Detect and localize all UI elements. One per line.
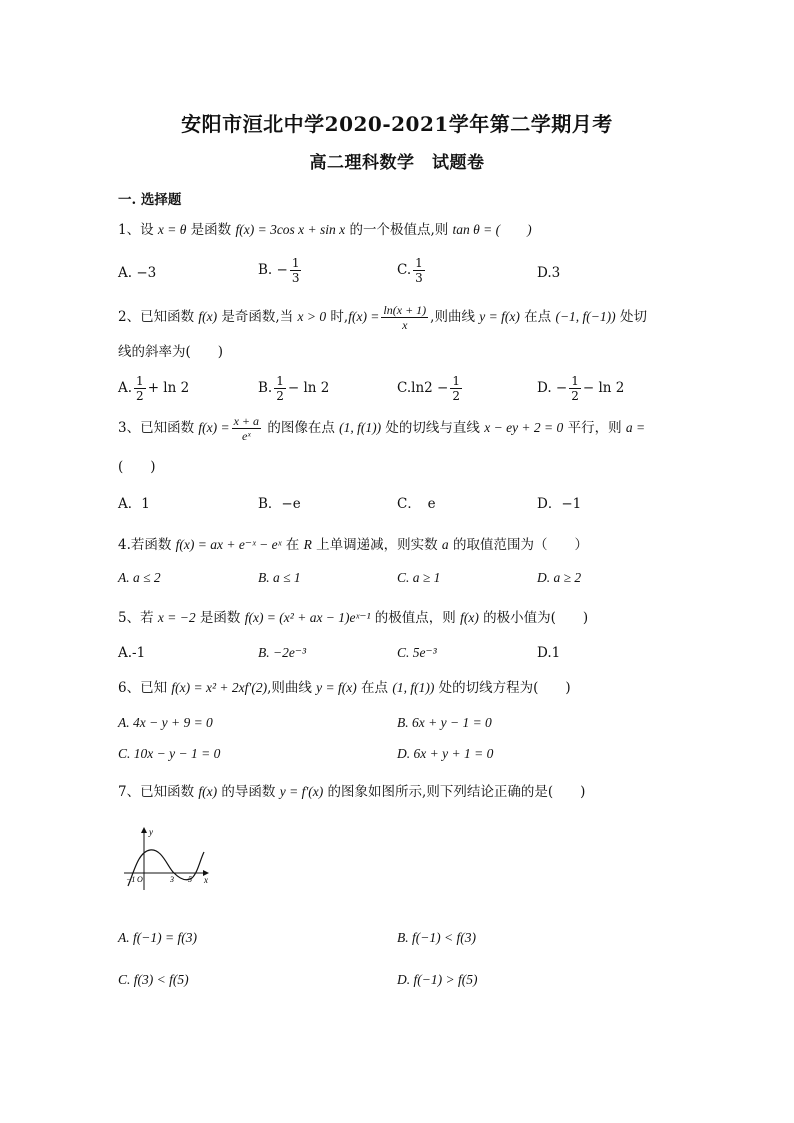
- question-7-option-c[interactable]: C. f(3) < f(5): [118, 972, 189, 987]
- question-5-option-a[interactable]: A.-1: [118, 645, 146, 661]
- question-1-stem: 1、设 x = θ 是函数 f(x) = 3cos x + sin x 的一个极值点,则 tan θ = ( ): [118, 222, 532, 238]
- question-3-option-d[interactable]: D．−1: [537, 496, 582, 512]
- graph-label-5: 5: [188, 875, 192, 884]
- question-4-option-b[interactable]: B. a ≤ 1: [258, 570, 301, 585]
- question-5-option-d[interactable]: D.1: [537, 645, 561, 661]
- question-3-option-b[interactable]: B．−e: [258, 496, 301, 512]
- question-7-option-d[interactable]: D. f(−1) > f(5): [397, 972, 478, 987]
- question-3-stem-line2: ( ): [118, 459, 156, 475]
- section-heading-choice: 一. 选择题: [118, 192, 182, 208]
- question-1-option-c[interactable]: C. $\frac{1}{3}$: [397, 256, 423, 285]
- question-1-option-a[interactable]: A. −3: [118, 265, 157, 281]
- question-5-stem: 5、若 x = −2 是函数 f(x) = (x² + ax − 1)eˣ⁻¹ 的极值点，则 f(x) 的极小值为( ): [118, 610, 589, 626]
- question-5-option-b[interactable]: B. −2e⁻³: [258, 645, 307, 660]
- question-7-stem: 7、已知函数 f(x) 的导函数 y = f′(x) 的图象如图所示,则下列结论正确的是( ): [118, 784, 586, 800]
- question-4-option-c[interactable]: C. a ≥ 1: [397, 570, 441, 585]
- question-1-option-d[interactable]: D.3: [537, 265, 561, 281]
- question-7-option-b[interactable]: B. f(−1) < f(3): [397, 930, 476, 945]
- question-4-option-a[interactable]: A. a ≤ 2: [118, 570, 161, 585]
- graph-label-3: 3: [170, 875, 174, 884]
- question-2-option-b[interactable]: B. $\frac{1}{2}$ − ln 2: [258, 374, 330, 403]
- question-2-option-a[interactable]: A. $\frac{1}{2}$ + ln 2: [118, 374, 190, 403]
- graph-label-origin: O: [137, 875, 143, 884]
- question-3-option-c[interactable]: C． e: [397, 496, 436, 512]
- graph-x-label: x: [204, 875, 208, 885]
- question-1-option-b[interactable]: B. − $\frac{1}{3}$: [258, 256, 300, 285]
- graph-y-label: y: [149, 827, 153, 837]
- question-2-option-c[interactable]: C.ln2 − $\frac{1}{2}$: [397, 374, 460, 403]
- page-subtitle: 高二理科数学 试题卷: [309, 153, 485, 173]
- question-6-option-d[interactable]: D. 6x + y + 1 = 0: [397, 746, 494, 761]
- question-4-stem: 4.若函数 f(x) = ax + e⁻ˣ − eˣ 在 R 上单调递减，则实数 a 的取值范围为（ ）: [118, 537, 588, 553]
- question-6-option-c[interactable]: C. 10x − y − 1 = 0: [118, 746, 221, 761]
- question-6-stem: 6、已知 f(x) = x² + 2xf′(2),则曲线 y = f(x) 在点 (1, f(1)) 处的切线方程为( ): [118, 680, 571, 696]
- question-6-option-a[interactable]: A. 4x − y + 9 = 0: [118, 715, 213, 730]
- graph-label-neg1: −1: [126, 875, 136, 884]
- question-2-option-d[interactable]: D. − $\frac{1}{2}$ − ln 2: [537, 374, 625, 403]
- question-5-option-c[interactable]: C. 5e⁻³: [397, 645, 437, 660]
- question-6-option-b[interactable]: B. 6x + y − 1 = 0: [397, 715, 492, 730]
- question-3-stem: 3、已知函数 f(x) = $\frac{x + a}{\text{eˣ}}$ 的图像在点 (1, f(1)) 处的切线与直线 x − ey + 2 = 0 平行，则 a =: [118, 414, 646, 443]
- question-4-option-d[interactable]: D. a ≥ 2: [537, 570, 582, 585]
- question-2-stem-line2: 线的斜率为( ): [118, 344, 224, 360]
- derivative-graph: [118, 822, 218, 894]
- page-title: 安阳市洹北中学2020-2021学年第二学期月考: [181, 112, 613, 136]
- question-7-option-a[interactable]: A. f(−1) = f(3): [118, 930, 197, 945]
- question-3-option-a[interactable]: A．1: [118, 496, 150, 512]
- question-2-stem: 2、已知函数 f(x) 是奇函数,当 x > 0 时,f(x) = $\frac{\ln(x + 1)}{x}$ ,则曲线 y = f(x) 在点 (−1, f(−1)) 处切: [118, 303, 647, 332]
